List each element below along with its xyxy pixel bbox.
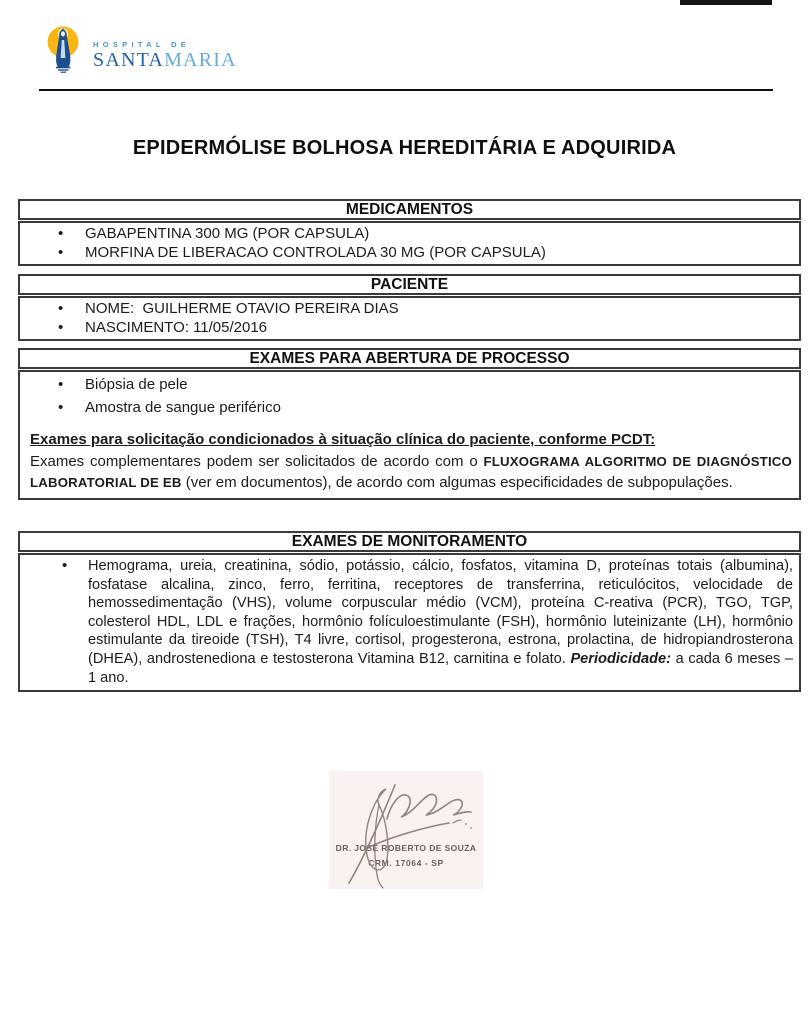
logo-maria: MARIA [164,49,237,71]
list-item: • MORFINA DE LIBERACAO CONTROLADA 30 MG (POR CAPSULA) [30,243,792,262]
section-header-paciente: PACIENTE [18,274,801,295]
monitoring-exams-text: Hemograma, ureia, creatinina, sódio, potássio, cálcio, fosfatos, vitamina D, proteínas totais (albumina), fosfatase alcalina, zinco, ferro, ferritina, receptores de transferrina, reticulócitos, velocidade de hemossedimentação (VHS), volume corpuscular médio (VCM), proteína C-reativa (PCR), TGO, TGP, colesterol HDL, LDL e frações, hormônio folículoestimulante (FSH), hormônio luteinizante (LH), hormônio estimulante da tireoide (TSH), T4 livre, cortisol, progesterona, estrona, prolactina, de hidropiandrosterona (DHEA), androstenediona e testosterona Vitamina B12, carnitina e folato. [88,558,793,667]
logo-text [93,24,237,70]
handwritten-signature-icon [329,771,483,889]
section-body-exames-abertura [18,370,801,500]
list-item [30,557,793,687]
logo-santamaria [93,50,237,70]
conditional-exams-heading: Exames para solicitação condicionados à situação clínica do paciente, conforme PCDT: [30,431,656,448]
hospital-logo [44,24,237,74]
periodicidade-value: a cada 6 meses – 1 ano. [88,650,793,686]
signature-doctor-name: DR. JOSE ROBERTO DE SOUZA [335,843,477,853]
signature-block [329,771,483,889]
redaction-bar [680,0,772,5]
section-body-paciente [18,296,801,341]
list-item: • GABAPENTINA 300 MG (POR CAPSULA) [30,224,792,243]
note-bold-text: FLUXOGRAMA ALGORITMO DE DIAGNÓSTICO LABORATORIAL DE EB [30,453,792,491]
note-text-1: Exames complementares podem ser solicitados de acordo com o [30,452,484,470]
section-body-medicamentos [18,221,801,266]
section-exames-abertura [18,348,801,500]
section-medicamentos [18,199,801,266]
logo-hospital-de: HOSPITAL DE [93,40,191,49]
paciente-list [30,299,792,337]
periodicidade-label: Periodicidade: [570,650,672,667]
list-item-nascimento: • NASCIMENTO: 11/05/2016 [30,318,792,337]
section-exames-monitoramento [18,531,801,692]
logo-santa: SANTA [93,49,165,71]
header-divider-line [39,89,773,91]
list-item: • Biópsia de pele [30,373,792,396]
exames-monitoramento-list [30,557,793,687]
exames-abertura-list [30,373,792,419]
section-header-medicamentos: MEDICAMENTOS [18,199,801,220]
medicamentos-list [30,224,792,262]
conditional-exams-paragraph [30,451,792,494]
section-body-exames-monitoramento [18,553,801,692]
section-header-exames-abertura: EXAMES PARA ABERTURA DE PROCESSO [18,348,801,369]
signature-crm: CRM. 17064 - SP [368,858,444,868]
section-paciente [18,274,801,341]
list-item: • Amostra de sangue periférico [30,396,792,419]
note-text-2: (ver em documentos), de acordo com algumas especificidades de subpopulações. [181,474,733,492]
section-header-exames-monitoramento: EXAMES DE MONITORAMENTO [18,531,801,552]
santa-maria-emblem-icon [44,24,84,74]
page-title: EPIDERMÓLISE BOLHOSA HEREDITÁRIA E ADQUIRIDA [132,137,677,159]
list-item-nome: • NOME: GUILHERME OTAVIO PEREIRA DIAS [30,299,792,318]
